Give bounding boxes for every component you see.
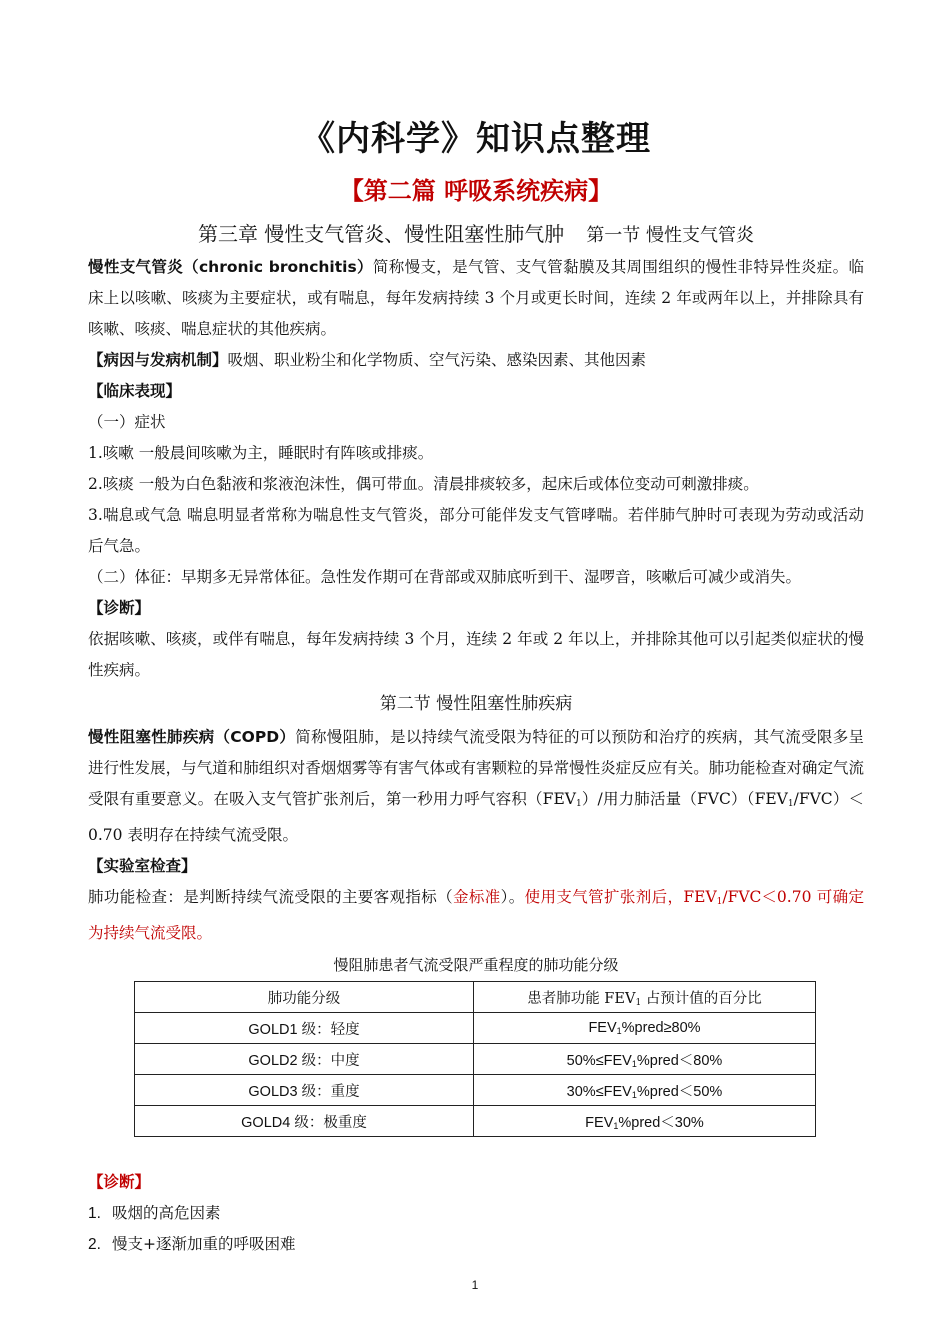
copd-definition <box>88 722 864 851</box>
copd-term: 慢性阻塞性肺疾病（COPD） <box>88 728 296 746</box>
copd-lab-red-sub: 1 <box>716 897 723 907</box>
table-cell-grade: GOLD4 级：极重度 <box>135 1106 474 1137</box>
cb-diagnosis-text: 依据咳嗽、咳痰，或伴有喘息，每年发病持续 3 个月，连续 2 年或 2 年以上，并排除其他可以引起类似症状的慢性疾病。 <box>88 630 864 679</box>
cb-symptom-1: 1.咳嗽 一般晨间咳嗽为主，睡眠时有阵咳或排痰。 <box>88 444 434 462</box>
table-row <box>135 1106 816 1137</box>
cb-etiology-label: 【病因与发病机制】 <box>88 351 228 369</box>
cb-etiology <box>88 345 864 376</box>
table-cell-value <box>474 1106 816 1137</box>
section-heading-1: 第一节 慢性支气管炎 <box>586 225 755 246</box>
cell-post: %pred＜30% <box>618 1114 704 1131</box>
list-item-text: 慢支+逐渐加重的呼吸困难 <box>112 1235 296 1253</box>
table-header-fev1-b: 占预计值的百分比 <box>641 990 762 1007</box>
copd-lab-text <box>88 882 864 949</box>
cell-pre: 30%≤FEV <box>566 1083 632 1100</box>
list-item <box>88 1229 864 1260</box>
cell-post: %pred≥80% <box>621 1020 701 1036</box>
list-item <box>88 1198 864 1229</box>
table-row <box>135 1075 816 1106</box>
table-row <box>135 1013 816 1044</box>
copd-diagnosis-label: 【诊断】 <box>88 1173 151 1191</box>
copd-def-part1: 简称慢阻肺，是以持续气流受限为特征的可以预防和治疗的疾病，其气流受限多呈进行性发展，与气道和肺组织对香烟烟雾等有害气体或有害颗粒的异常慢性炎症反应有关。肺功能检查对确定气流受限有重要意义。在吸入支气管扩张剂后，第一秒用力呼气容积（FEV <box>88 728 864 808</box>
copd-lab-red2: /FVC＜0.70 可确定为持续气流受限。 <box>88 888 864 942</box>
copd-lab-text1: 肺功能检查：是判断持续气流受限的主要客观指标（ <box>88 888 454 906</box>
cb-diagnosis-label: 【诊断】 <box>88 599 151 617</box>
table-cell-grade: GOLD3 级：重度 <box>135 1075 474 1106</box>
page-number: 1 <box>471 1278 479 1292</box>
table-header-fev1-a: 患者肺功能 FEV <box>527 990 636 1007</box>
table-header-fev1 <box>474 982 816 1013</box>
table-cell-value <box>474 1044 816 1075</box>
chapter-title <box>88 216 864 252</box>
table-header-row <box>135 982 816 1013</box>
cb-definition-text: 简称慢支，是气管、支气管黏膜及其周围组织的慢性非特异性炎症。临床上以咳嗽、咳痰为主要症状，或有喘息，每年发病持续 3 个月或更长时间，连续 2 年或两年以上，并排除具有咳嗽、咳痰、喘息症状的其他疾病。 <box>88 258 864 338</box>
table-cell-grade: GOLD2 级：中度 <box>135 1044 474 1075</box>
copd-def-sub2: 1 <box>787 799 794 809</box>
cell-post: %pred＜80% <box>636 1052 723 1069</box>
cb-clinical-label: 【临床表现】 <box>88 382 182 400</box>
copd-def-part3: /FVC）＜0.70 表明存在持续气流受限。 <box>88 790 865 844</box>
copd-lab-label: 【实验室检查】 <box>88 857 197 875</box>
copd-lab-gold-standard: 金标准 <box>453 888 501 906</box>
cell-sub: 1 <box>616 1026 622 1036</box>
cell-pre: 50%≤FEV <box>566 1052 632 1069</box>
list-item-number: 2. <box>88 1236 101 1253</box>
cb-term: 慢性支气管炎（chronic bronchitis） <box>88 258 373 276</box>
cb-symptom-3: 3.喘息或气急 喘息明显者常称为喘息性支气管炎，部分可能伴发支气管哮喘。若伴肺气肿时可表现为劳动或活动后气急。 <box>88 506 864 555</box>
document-title: 《内科学》知识点整理 <box>301 119 651 159</box>
copd-lab-text2: ）。 <box>500 888 525 906</box>
cb-definition <box>88 252 864 345</box>
cb-symptoms-label: （一）症状 <box>88 413 166 431</box>
document-content <box>88 110 864 1260</box>
table-row <box>135 1044 816 1075</box>
chapter-heading: 第三章 慢性支气管炎、慢性阻塞性肺气肿 <box>197 222 565 246</box>
section-heading-2: 第二节 慢性阻塞性肺疾病 <box>379 694 573 714</box>
cell-post: %pred＜50% <box>636 1083 723 1100</box>
table-header-grade: 肺功能分级 <box>135 982 474 1013</box>
cb-symptom-2: 2.咳痰 一般为白色黏液和浆液泡沫性，偶可带血。清晨排痰较多，起床后或体位变动可刺激排痰。 <box>88 475 759 493</box>
table-cell-value <box>474 1075 816 1106</box>
cb-signs: （二）体征：早期多无异常体征。急性发作期可在背部或双肺底听到干、湿啰音，咳嗽后可减少或消失。 <box>88 568 802 586</box>
list-item-number: 1. <box>88 1205 101 1222</box>
cb-etiology-text: 吸烟、职业粉尘和化学物质、空气污染、感染因素、其他因素 <box>227 351 647 369</box>
gold-table <box>134 981 816 1137</box>
table-header-fev1-sub: 1 <box>635 997 642 1008</box>
table-cell-value <box>474 1013 816 1044</box>
table-caption: 慢阻肺患者气流受限严重程度的肺功能分级 <box>333 956 619 974</box>
copd-def-part2: ）/用力肺活量（FVC）（FEV <box>581 790 788 808</box>
cell-sub: 1 <box>613 1120 619 1131</box>
table-cell-grade: GOLD1 级：轻度 <box>135 1013 474 1044</box>
copd-def-sub1: 1 <box>575 799 582 809</box>
list-item-text: 吸烟的高危因素 <box>112 1204 221 1222</box>
cell-pre: FEV <box>588 1020 617 1036</box>
copd-lab-red1: 使用支气管扩张剂后，FEV <box>524 888 717 906</box>
part-title: 【第二篇 呼吸系统疾病】 <box>339 176 613 205</box>
cell-pre: FEV <box>585 1114 614 1131</box>
cell-sub: 1 <box>631 1089 637 1100</box>
cell-sub: 1 <box>631 1058 637 1069</box>
